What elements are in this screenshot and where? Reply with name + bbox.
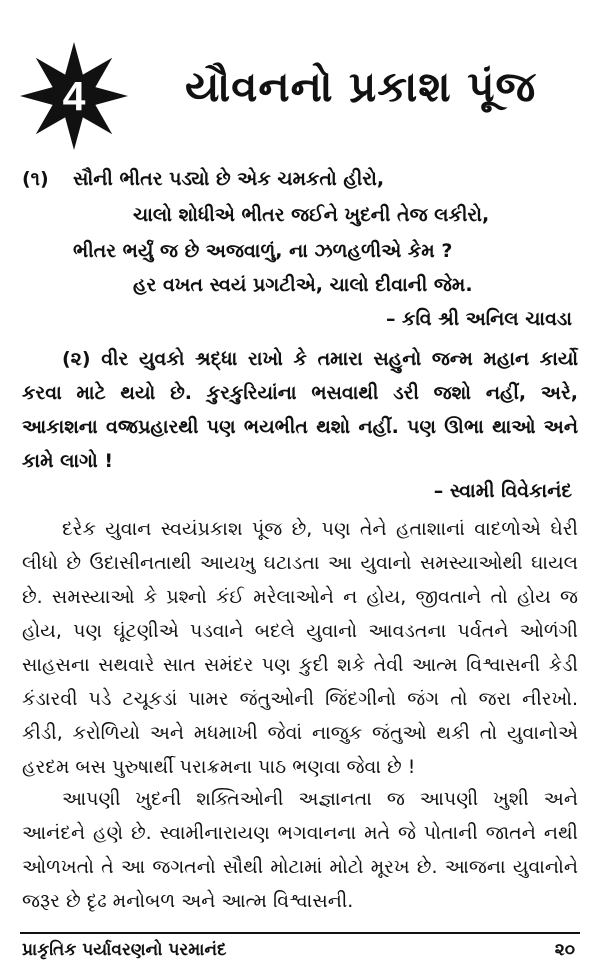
chapter-number: 4 xyxy=(62,73,86,120)
poem-line: ચાલો શોધીએ ભીતર જઈને ખુદની તેજ લકીરો, xyxy=(133,204,490,226)
footer-book-title: પ્રાકૃતિક પર્યાવરણનો પરમાનંદ xyxy=(22,940,227,960)
poem-attribution: – કવિ શ્રી અનિલ ચાવડા xyxy=(385,308,572,330)
paragraph-text: દરેક યુવાન સ્વયંપ્રકાશ પૂંજ છે, પણ તેને હતાશાનાં વાદળોએ ઘેરી લીધો છે ઉદાસીનતાથી આયખુ ઘટાડતા આ યુવાનો સમસ્યાઓથી ઘાયલ છે. સમસ્યાઓ કે પ્રશ્નો કંઈ મરેલાઓને ન હોય, જીવતાને તો હોય જ હોય, પણ ઘૂંટણીએ પડવાને બદલે યુવાનો આવડતના પર્વતને ઓળંગી સાહસના સથવારે સાત સમંદર પણ કુદી શકે તેવી આત્મ વિશ્વાસની કેડી કંડારવી પડે ટચૂકડાં પામર જંતુઓની જિંદગીનો જંગ તો જરા નીરખો. કીડી, કરોળિયો અને મધમાખી જેવાં નાજુક જંતુઓ થકી તો યુવાનોએ હરદમ બસ પુરુષાર્થી પરાક્રમના પાઠ ભણવા જેવા છે ! xyxy=(22,518,578,778)
chapter-star-icon xyxy=(20,42,128,150)
quote-paragraph xyxy=(22,342,578,478)
paragraph-text: આપણી ખુદની શક્તિઓની અજ્ઞાનતા જ આપણી ખુશી અને આનંદને હણે છે. સ્વામીનારાયણ ભગવાનના મતે જે પોતાની જાતને નથી ઓળખતો તે આ જગતનો સૌથી મોટામાં મોટો મૂરખ છે. આજના યુવાનોને જરૂર છે દૃઢ મનોબળ અને આત્મ વિશ્વાસની. xyxy=(22,788,578,912)
body-paragraph xyxy=(22,512,578,784)
quote-text: વીર યુવકો શ્રદ્ધા રાખો કે તમારા સહુનો જન્મ મહાન કાર્યો કરવા માટે થયો છે. કુરકુરિયાંના ભસવાથી ડરી જશો નહીં, અરે, આકાશના વજ્રપ્રહારથી પણ ભયભીત થશો નહીં. પણ ઊભા થાઓ અને કામે લાગો ! xyxy=(22,348,578,472)
footer-divider xyxy=(20,932,580,934)
poem-line: ભીતર ભર્યું જ છે અજવાળું, ના ઝળહળીએ કેમ ? xyxy=(73,240,453,262)
body-paragraph xyxy=(22,782,578,918)
poem-line: સૌની ભીતર પડ્યો છે એક ચમકતો હીરો, xyxy=(73,168,385,190)
poem-marker: (૧) xyxy=(22,168,49,190)
poem-line: હર વખત સ્વયં પ્રગટીએ, ચાલો દીવાની જેમ. xyxy=(133,274,473,296)
chapter-title: યૌવનનો પ્રકાશ પૂંજ xyxy=(185,62,537,111)
quote-attribution: – સ્વામી વિવેકાનંદ xyxy=(433,480,572,502)
page-number: ૨૦ xyxy=(554,940,575,960)
quote-marker: (૨) xyxy=(62,348,91,370)
